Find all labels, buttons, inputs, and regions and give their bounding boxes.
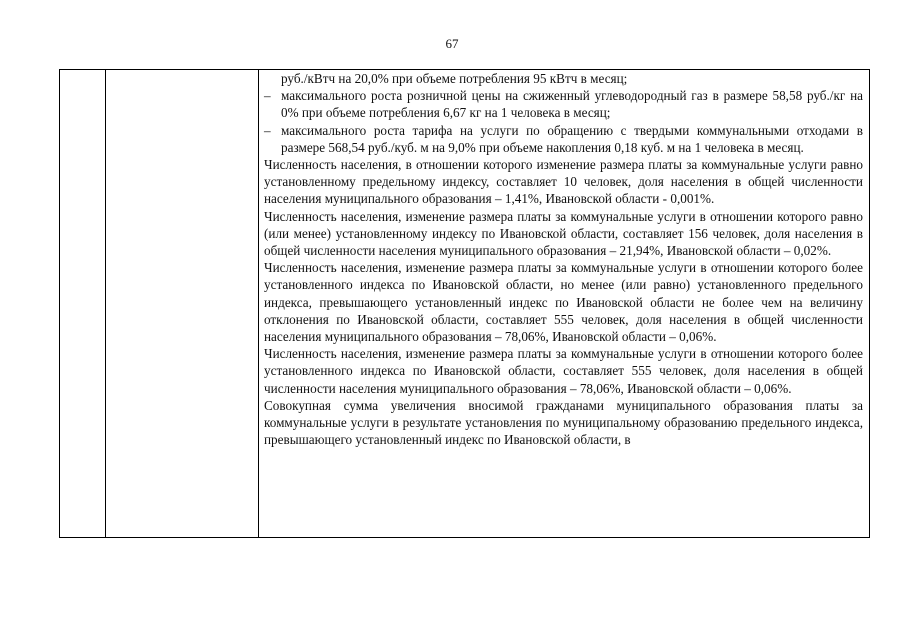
paragraph-population-below-index: Численность населения, изменение размера платы за коммунальные услуги в отношении которого равно (или менее) установленному индексу по Ивановской области, составляет 156 человек, доля населения в общей численности населения муниципального образования – 21,94%, Ивановской области – 0,02%. bbox=[264, 208, 863, 259]
table-cell-name bbox=[106, 70, 259, 538]
table-row bbox=[60, 70, 870, 538]
paragraph-population-within-deviation: Численность населения, изменение размера платы за коммунальные услуги в отношении которого более установленного индекса по Ивановской области, но менее (или равно) установленного предельного индекса, превышающего установленный индекс по Ивановской области не более чем на величину отклонения по Ивановской области, составляет 555 человек, доля населения в общей численности населения муниципального образования – 78,06%, Ивановской области – 0,06%. bbox=[264, 260, 863, 345]
list-item bbox=[264, 87, 863, 121]
table-cell-content bbox=[259, 70, 870, 538]
paragraph-population-equal-limit: Численность населения, в отношении которого изменение размера платы за коммунальные услуги равно установленному предельному индексу, составляет 10 человек, доля населения в общей численности населения муниципального образования – 1,41%, Ивановской области - 0,001%. bbox=[264, 157, 863, 207]
page-number: 67 bbox=[445, 36, 459, 51]
dash-marker: – bbox=[264, 122, 271, 138]
bullet-gas-price: максимального роста розничной цены на сжиженный углеводородный газ в размере 58,58 руб./кг на 0% при объеме потребления 6,67 кг на 1 человека в месяц; bbox=[281, 88, 863, 121]
paragraph-population-above-index: Численность населения, изменение размера платы за коммунальные услуги в отношении которого более установленного индекса по Ивановской области, составляет 555 человек, доля населения в общей численности населения муниципального образования – 78,06%, Ивановской области – 0,06%. bbox=[264, 346, 863, 396]
list-item bbox=[264, 122, 863, 156]
document-table bbox=[59, 69, 870, 538]
bullet-waste-tariff: максимального роста тарифа на услуги по обращению с твердыми коммунальными отходами в размере 568,54 руб./куб. м на 9,0% при объеме накопления 0,18 куб. м на 1 человека в месяц. bbox=[281, 122, 863, 155]
table-cell-number bbox=[60, 70, 106, 538]
bullet-continuation: руб./кВтч на 20,0% при объеме потребления 95 кВтч в месяц; bbox=[281, 71, 628, 86]
dash-marker: – bbox=[264, 88, 271, 104]
paragraph-total-increase: Совокупная сумма увеличения вносимой гражданами муниципального образования платы за коммунальные услуги в результате установления по муниципальному образованию предельного индекса, превышающего установленный индекс по Ивановской области, в bbox=[264, 397, 863, 448]
